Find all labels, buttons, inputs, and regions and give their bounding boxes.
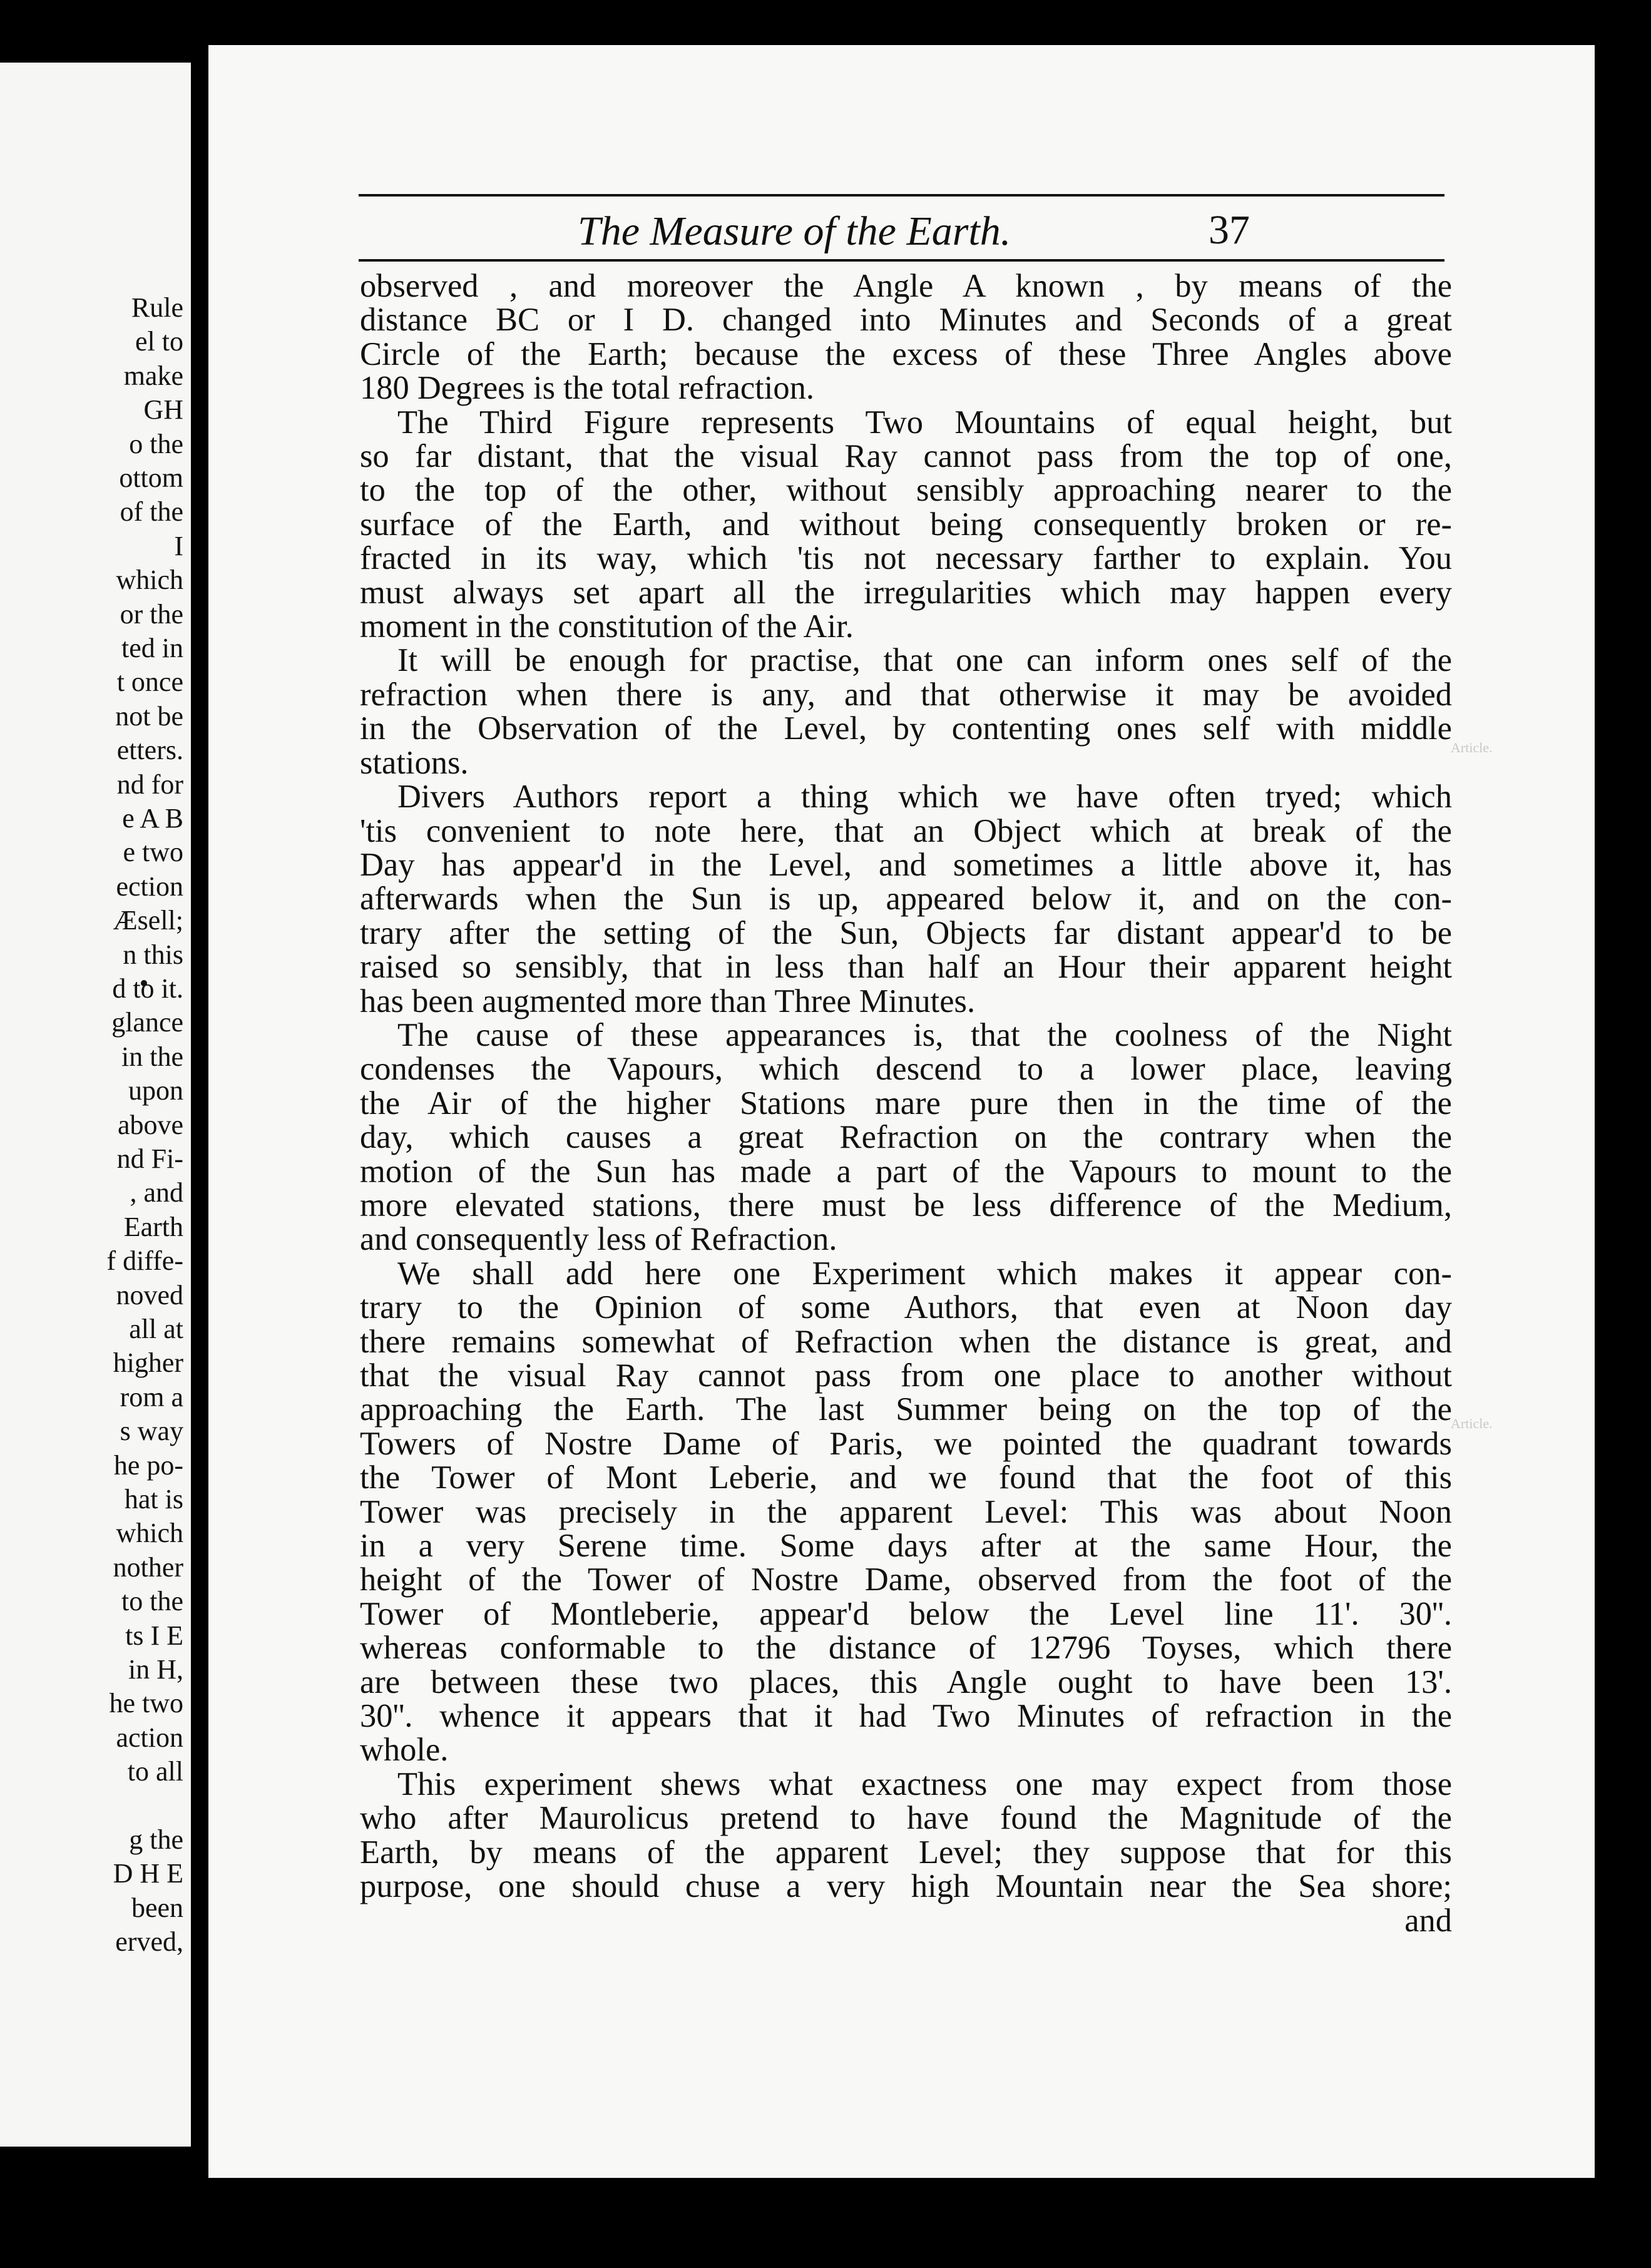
- catchword: and: [1404, 1902, 1452, 1939]
- left-page-fragment-line: of the: [120, 496, 183, 528]
- text-line: stations.: [360, 744, 469, 781]
- left-page-fragment-line: which: [116, 1518, 183, 1549]
- text-line: Tower was precisely in the apparent Level: This was about Noon: [360, 1493, 1452, 1530]
- text-line: Day has appear'd in the Level, and sometimes a little above it, has: [360, 846, 1452, 883]
- left-page-fragment-line: etters.: [116, 735, 183, 766]
- text-line: has been augmented more than Three Minutes.: [360, 983, 976, 1019]
- text-line: Circle of the Earth; because the excess of these Three Angles above: [360, 335, 1452, 372]
- left-page-fragment-line: s way: [120, 1416, 183, 1447]
- left-page-fragment-line: to the: [121, 1586, 183, 1617]
- text-line: the Tower of Mont Leberie, and we found that the foot of this: [360, 1459, 1452, 1496]
- text-line: more elevated stations, there must be less difference of the Medium,: [360, 1187, 1452, 1223]
- text-line: 180 Degrees is the total refraction.: [360, 370, 814, 407]
- left-page-fragment-line: t once: [116, 667, 183, 698]
- left-page-fragment-line: rom a: [120, 1381, 183, 1412]
- left-page-fragment-line: el to: [135, 326, 183, 357]
- text-line: who after Maurolicus pretend to have found the Magnitude of the: [360, 1800, 1452, 1837]
- margin-note: Article.: [1451, 740, 1493, 755]
- gutter: [191, 0, 208, 2268]
- left-page-fragment-line: action: [116, 1722, 183, 1753]
- header-rule-bottom: [359, 259, 1444, 262]
- text-line: to the top of the other, without sensibly approaching nearer to the: [360, 472, 1452, 509]
- left-page-fragment-line: not be: [115, 700, 183, 732]
- text-line: whole.: [360, 1732, 449, 1769]
- text-line: motion of the Sun has made a part of the Vapours to mount to the: [360, 1153, 1452, 1190]
- text-line: there remains somewhat of Refraction when the distance is great, and: [360, 1323, 1452, 1360]
- left-page-fragment-line: d to it.: [112, 973, 183, 1004]
- text-line: so far distant, that the visual Ray cannot pass from the top of one,: [360, 438, 1452, 475]
- text-line: surface of the Earth, and without being consequently broken or re-: [360, 506, 1452, 543]
- left-page-fragment-line: he po-: [113, 1449, 183, 1481]
- text-line: It will be enough for practise, that one can inform ones self of the: [397, 642, 1452, 679]
- left-page-fragment-line: f diffe-: [106, 1245, 183, 1277]
- text-line: purpose, one should chuse a very high Mountain near the Sea shore;: [360, 1868, 1452, 1905]
- text-line: height of the Tower of Nostre Dame, observed from the foot of the: [360, 1561, 1452, 1598]
- body-text: [360, 269, 1452, 1938]
- text-line: Towers of Nostre Dame of Paris, we pointed the quadrant towards: [360, 1425, 1452, 1462]
- text-line: Earth, by means of the apparent Level; they suppose that for this: [360, 1834, 1452, 1871]
- text-line: Tower of Montleberie, appear'd below the Level line 11'. 30''.: [360, 1595, 1452, 1632]
- left-page-fragment-line: been: [131, 1892, 183, 1923]
- text-line: must always set apart all the irregularities which may happen every: [360, 574, 1452, 611]
- left-page-fragment-line: I: [174, 530, 183, 561]
- text-line: moment in the constitution of the Air.: [360, 608, 854, 645]
- left-page-fragment-line: D H E: [113, 1858, 183, 1889]
- left-page-fragment-line: nd for: [116, 769, 183, 800]
- left-page-fragment-line: n this: [123, 939, 183, 970]
- page-number: 37: [1209, 207, 1250, 253]
- text-line: that the visual Ray cannot pass from one place to another without: [360, 1357, 1452, 1394]
- text-line: trary after the setting of the Sun, Objects far distant appear'd to be: [360, 914, 1452, 951]
- left-page-fragment-line: g the: [129, 1824, 183, 1855]
- text-line: in the Observation of the Level, by contenting ones self with middle: [360, 710, 1452, 747]
- left-page-fragment-line: in the: [121, 1041, 183, 1072]
- text-line: and consequently less of Refraction.: [360, 1221, 837, 1258]
- left-page-fragment-line: o the: [129, 428, 183, 459]
- left-page-fragment-line: , and: [130, 1177, 183, 1208]
- left-page-fragment-line: all at: [129, 1314, 183, 1344]
- left-page-fragment-line: make: [123, 360, 183, 391]
- left-page-fragment-line: e A B: [122, 803, 183, 834]
- left-page-fragment-line: ted in: [121, 633, 183, 663]
- right-page: [208, 45, 1595, 2178]
- left-page-fragment-line: in H,: [128, 1654, 183, 1685]
- text-line: We shall add here one Experiment which makes it appear con-: [397, 1255, 1452, 1292]
- left-page-fragment-line: erved,: [115, 1926, 183, 1958]
- text-line: whereas conformable to the distance of 12796 Toyses, which there: [360, 1630, 1452, 1667]
- left-page-fragment-line: nother: [113, 1551, 183, 1583]
- text-line: observed , and moreover the Angle A known , by means of the: [360, 268, 1452, 304]
- left-page-fragment-line: ottom: [119, 462, 183, 493]
- text-line: trary to the Opinion of some Authors, that even at Noon day: [360, 1289, 1452, 1326]
- left-page-fragment-line: Rule: [131, 292, 183, 323]
- left-page-fragment-line: hat is: [124, 1484, 183, 1515]
- left-page-fragment-line: e two: [123, 837, 183, 868]
- left-page-fragment: [0, 63, 191, 2147]
- margin-note: Article.: [1451, 1416, 1493, 1431]
- text-line: fracted in its way, which 'tis not necessary farther to explain. You: [360, 540, 1452, 577]
- text-line: 'tis convenient to note here, that an Object which at break of the: [360, 812, 1452, 849]
- left-page-fragment-line: upon: [128, 1075, 183, 1106]
- left-page-fragment-line: or the: [120, 598, 183, 630]
- left-page-fragment-line: glance: [111, 1007, 183, 1038]
- left-page-fragment-line: Æsell;: [113, 905, 183, 936]
- text-line: 30''. whence it appears that it had Two Minutes of refraction in the: [360, 1698, 1452, 1735]
- text-line: distance BC or I D. changed into Minutes and Seconds of a great: [360, 302, 1452, 339]
- running-title: The Measure of the Earth.: [578, 208, 1011, 254]
- left-page-fragment-line: noved: [116, 1279, 183, 1310]
- text-line: afterwards when the Sun is up, appeared below it, and on the con-: [360, 881, 1452, 917]
- left-page-fragment-line: to all: [127, 1756, 183, 1787]
- text-line: in a very Serene time. Some days after at the same Hour, the: [360, 1528, 1452, 1565]
- page-edge: [1595, 0, 1651, 2268]
- text-line: raised so sensibly, that in less than half an Hour their apparent height: [360, 949, 1452, 986]
- text-line: approaching the Earth. The last Summer being on the top of the: [360, 1391, 1452, 1428]
- text-line: This experiment shews what exactness one may expect from those: [397, 1765, 1452, 1802]
- left-page-fragment-line: he two: [109, 1688, 183, 1719]
- header-rule-top: [359, 194, 1444, 197]
- text-line: The cause of these appearances is, that the coolness of the Night: [397, 1016, 1452, 1053]
- left-page-fragment-line: Earth: [123, 1211, 183, 1242]
- left-page-fragment-line: which: [116, 564, 183, 596]
- text-line: Divers Authors report a thing which we have often tryed; which: [397, 779, 1452, 815]
- left-page-fragment-line: higher: [113, 1347, 183, 1379]
- text-line: refraction when there is any, and that otherwise it may be avoided: [360, 676, 1452, 713]
- text-line: the Air of the higher Stations mare pure then in the time of the: [360, 1085, 1452, 1121]
- text-line: The Third Figure represents Two Mountains of equal height, but: [397, 404, 1452, 441]
- text-line: are between these two places, this Angle ought to have been 13'.: [360, 1663, 1452, 1700]
- left-page-fragment-line: nd Fi-: [116, 1143, 183, 1174]
- left-page-fragment-line: above: [117, 1109, 183, 1140]
- text-line: day, which causes a great Refraction on the contrary when the: [360, 1119, 1452, 1156]
- left-page-fragment-line: ts I E: [125, 1620, 183, 1651]
- text-line: condenses the Vapours, which descend to a lower place, leaving: [360, 1051, 1452, 1088]
- left-page-fragment-line: ection: [116, 871, 183, 902]
- left-page-fragment-line: GH: [143, 394, 183, 426]
